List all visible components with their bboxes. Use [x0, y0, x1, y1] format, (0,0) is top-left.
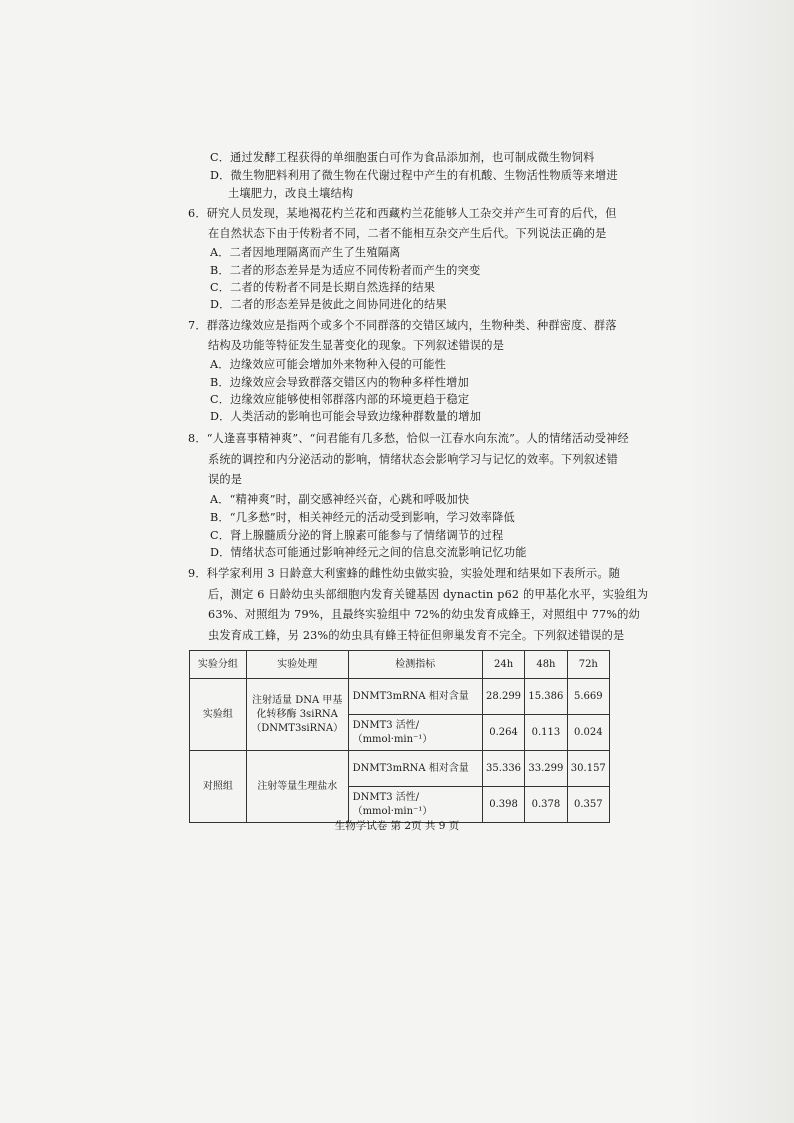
q9-stem-cont2: 63%、对照组为 79%，且最终实验组中 72%的幼虫发育成蜂王，对照组中 77%的幼 — [208, 608, 640, 621]
q8-option-d: D．情绪状态可能通过影响神经元之间的信息交流影响记忆功能 — [210, 546, 527, 559]
group-cell: 对照组 — [190, 751, 247, 823]
value-cell: 0.398 — [482, 787, 524, 823]
q7-option-c: C．边缘效应能够使相邻群落内部的环境更趋于稳定 — [210, 393, 470, 406]
q7-stem: 7．群落边缘效应是指两个或多个不同群落的交错区域内，生物种类、种群密度、群落 — [188, 319, 617, 332]
index-cell: DNMT3 活性/（mmol·min⁻¹） — [348, 715, 482, 751]
q6-option-a: A．二者因地理隔离而产生了生殖隔离 — [210, 246, 401, 259]
value-cell: 0.113 — [525, 715, 567, 751]
q7-option-a: A．边缘效应可能会增加外来物种入侵的可能性 — [210, 358, 447, 371]
q7-option-d: D．人类活动的影响也可能会导致边缘种群数量的增加 — [210, 410, 482, 423]
q6-stem-cont: 在自然状态下由于传粉者不同，二者不能相互杂交产生后代。下列说法正确的是 — [208, 227, 607, 240]
index-cell: DNMT3mRNA 相对含量 — [348, 751, 482, 787]
q8-option-c: C．肾上腺髓质分泌的肾上腺素可能参与了情绪调节的过程 — [210, 529, 504, 542]
q8-stem: 8．“人逢喜事精神爽”、“问君能有几多愁，恰似一江春水向东流”。人的情绪活动受神经 — [188, 432, 629, 445]
table-header: 实验处理 — [246, 651, 348, 679]
table-header: 实验分组 — [190, 651, 247, 679]
table-header-row — [190, 651, 610, 679]
q6-option-d: D．二者的形态差异是彼此之间协同进化的结果 — [210, 298, 447, 311]
table-header: 48h — [525, 651, 567, 679]
q8-stem-cont2: 误的是 — [208, 473, 243, 486]
table-header: 检测指标 — [348, 651, 482, 679]
value-cell: 30.157 — [567, 751, 609, 787]
table-header: 72h — [567, 651, 609, 679]
q5-option-c: C．通过发酵工程获得的单细胞蛋白可作为食品添加剂，也可制成微生物饲料 — [210, 151, 595, 164]
q6-option-b: B．二者的形态差异是为适应不同传粉者而产生的突变 — [210, 264, 481, 277]
q9-stem-cont: 后，测定 6 日龄幼虫头部细胞内发育关键基因 dynactin p62 的甲基化水平，实验组为 — [208, 588, 649, 601]
q7-option-b: B．边缘效应会导致群落交错区内的物种多样性增加 — [210, 376, 469, 389]
table-row — [190, 751, 610, 787]
value-cell: 0.024 — [567, 715, 609, 751]
treatment-cell: 注射适量 DNA 甲基化转移酶 3siRNA（DNMT3siRNA） — [246, 679, 348, 751]
value-cell: 33.299 — [525, 751, 567, 787]
value-cell: 0.357 — [567, 787, 609, 823]
q5-option-d: D．微生物肥料利用了微生物在代谢过程中产生的有机酸、生物活性物质等来增进 — [210, 169, 618, 182]
q7-stem-cont: 结构及功能等特征发生显著变化的现象。下列叙述错误的是 — [208, 339, 505, 352]
value-cell: 5.669 — [567, 679, 609, 715]
value-cell: 28.299 — [482, 679, 524, 715]
treatment-cell: 注射等量生理盐水 — [246, 751, 348, 823]
group-cell: 实验组 — [190, 679, 247, 751]
value-cell: 15.386 — [525, 679, 567, 715]
q9-stem: 9．科学家利用 3 日龄意大利蜜蜂的雌性幼虫做实验，实验处理和结果如下表所示。随 — [188, 567, 621, 580]
q8-option-b: B．“几多愁”时，相关神经元的活动受到影响，学习效率降低 — [210, 511, 515, 524]
value-cell: 35.336 — [482, 751, 524, 787]
q8-stem-cont: 系统的调控和内分泌活动的影响，情绪状态会影响学习与记忆的效率。下列叙述错 — [208, 453, 618, 466]
table-header: 24h — [482, 651, 524, 679]
q6-stem: 6．研究人员发现，某地褐花杓兰花和西藏杓兰花能够人工杂交并产生可育的后代，但 — [188, 207, 617, 220]
q5-option-d-cont: 土壤肥力，改良土壤结构 — [228, 187, 354, 200]
scan-shadow — [684, 0, 794, 1123]
q9-stem-cont3: 虫发育成工蜂，另 23%的幼虫具有蜂王特征但卵巢发育不完全。下列叙述错误的是 — [208, 629, 625, 642]
q6-option-c: C．二者的传粉者不同是长期自然选择的结果 — [210, 281, 436, 294]
q8-option-a: A．“精神爽”时，副交感神经兴奋，心跳和呼吸加快 — [210, 493, 470, 506]
page-footer: 生物学试卷 第 2页 共 9 页 — [334, 820, 460, 832]
experiment-results-table — [189, 650, 610, 823]
value-cell: 0.264 — [482, 715, 524, 751]
table-row — [190, 679, 610, 715]
index-cell: DNMT3mRNA 相对含量 — [348, 679, 482, 715]
value-cell: 0.378 — [525, 787, 567, 823]
index-cell: DNMT3 活性/（mmol·min⁻¹） — [348, 787, 482, 823]
